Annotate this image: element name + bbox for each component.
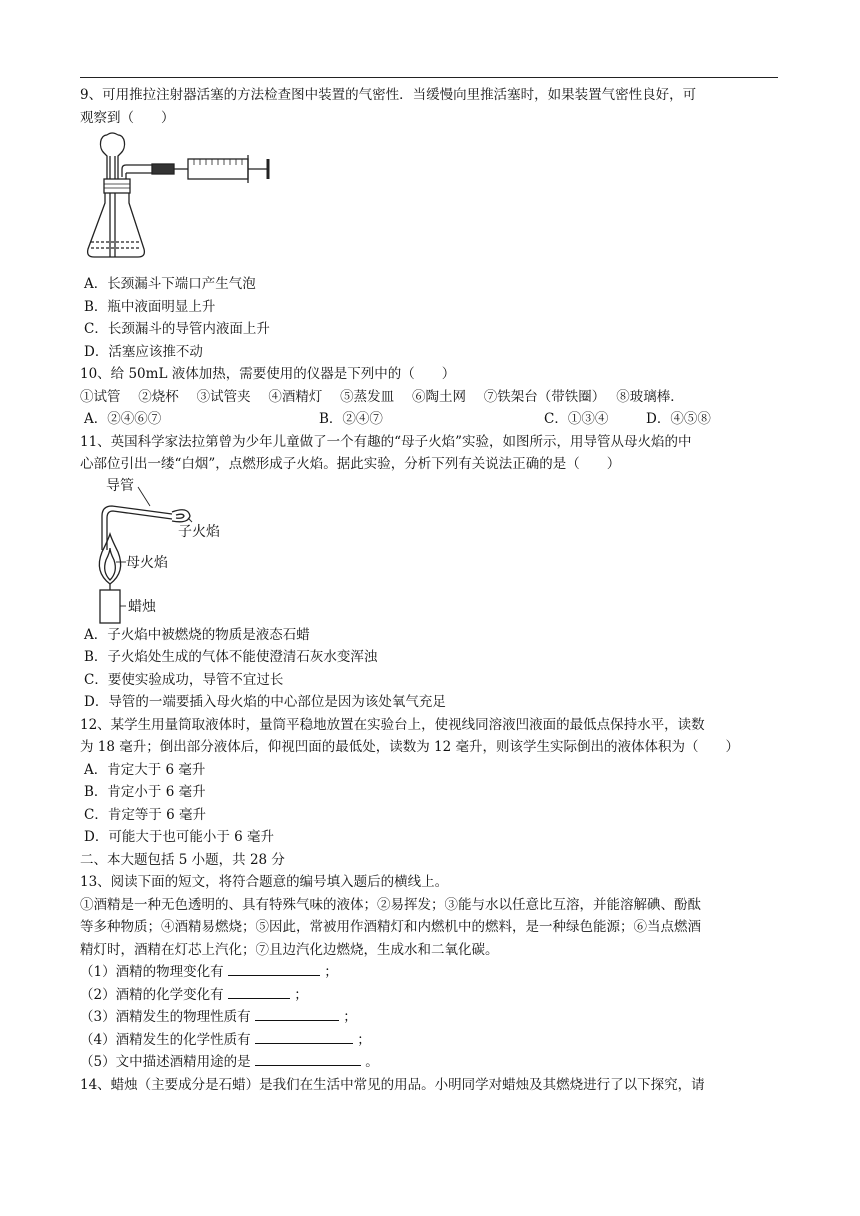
q13-sub-4-end: ； <box>357 1031 371 1048</box>
q11-option-c: C．要使实验成功，导管不宜过长 <box>84 671 284 688</box>
q11-option-d: D．导管的一端要插入母火焰的中心部位是因为该处氧气充足 <box>84 694 446 710</box>
q10-option-b: B．②④⑦ <box>319 411 383 427</box>
q13-sub-3-label: （3）酒精发生的物理性质有 <box>80 1009 251 1025</box>
q10-items: ①试管 ②烧杯 ③试管夹 ④酒精灯 ⑤蒸发皿 ⑥陶土网 ⑦铁架台（带铁圈） ⑧玻璃棒． <box>80 388 684 405</box>
q10-stem: 10、给 50mL 液体加热，需要使用的仪器是下列中的（ ） <box>80 366 456 382</box>
q13-sub-1 <box>80 961 780 984</box>
q13-sub-2-end: ； <box>294 986 308 1003</box>
q13-sub-4-answer-blank[interactable] <box>255 1029 353 1044</box>
q13-sub-1-end: ； <box>324 964 338 980</box>
q9-stem-line2: 观察到（ ） <box>80 109 175 126</box>
label-mother-flame: 母火焰 <box>126 554 168 571</box>
q13-sub-3 <box>80 1006 780 1029</box>
q13-sub-3-answer-blank[interactable] <box>255 1006 339 1021</box>
question-13 <box>80 871 780 1074</box>
q12-option-d: D．可能大于也可能小于 6 毫升 <box>84 829 274 845</box>
section-2-heading: 二、本大题包括 5 小题，共 28 分 <box>80 851 285 868</box>
q9-option-d: D．活塞应该推不动 <box>84 343 203 360</box>
question-12 <box>80 714 780 849</box>
q13-passage-line1: ①酒精是一种无色透明的、具有特殊气味的液体；②易挥发；③能与水以任意比互溶，并能溶解碘、酚酞 <box>80 896 701 913</box>
q12-stem-line1: 12、某学生用量筒取液体时，量筒平稳地放置在实验台上，使视线同溶液凹液面的最低点保持水平，读数 <box>80 716 705 733</box>
q13-sub-2-label: （2）酒精的化学变化有 <box>80 986 224 1003</box>
q13-stem: 13、阅读下面的短文，将符合题意的编号填入题后的横线上。 <box>80 874 449 890</box>
question-14 <box>80 1074 780 1097</box>
q11-option-a: A．子火焰中被燃烧的物质是液态石蜡 <box>84 626 310 643</box>
q12-option-b: B．肯定小于 6 毫升 <box>84 784 206 800</box>
q9-stem-line1: 9、可用推拉注射器活塞的方法检查图中装置的气密性．当缓慢向里推活塞时，如果装置气密性良好，可 <box>80 87 697 103</box>
q13-sub-5-answer-blank[interactable] <box>255 1051 361 1066</box>
q13-sub-3-end: ； <box>343 1009 357 1025</box>
q13-sub-5 <box>80 1051 780 1074</box>
q13-sub-5-end: 。 <box>365 1054 379 1070</box>
q13-sub-2-answer-blank[interactable] <box>228 984 290 999</box>
q12-option-c: C．肯定等于 6 毫升 <box>84 806 207 823</box>
label-candle: 蜡烛 <box>128 598 156 615</box>
q11-mother-child-flame-figure <box>80 476 780 624</box>
q11-stem-line1: 11、英国科学家法拉第曾为少年儿童做了一个有趣的“母子火焰”实验，如图所示，用导管从母火焰的中 <box>80 433 692 450</box>
q13-sub-4-label: （4）酒精发生的化学性质有 <box>80 1031 251 1048</box>
q13-sub-1-label: （1）酒精的物理变化有 <box>80 964 224 980</box>
header-rule <box>80 77 778 78</box>
question-11 <box>80 431 780 714</box>
q10-options <box>80 408 780 431</box>
q10-option-c: C．①③④ <box>544 411 609 427</box>
label-child-flame: 子火焰 <box>178 523 220 540</box>
q13-sub-2 <box>80 984 780 1007</box>
exam-page <box>80 84 780 1096</box>
q11-option-b: B．子火焰处生成的气体不能使澄清石灰水变浑浊 <box>84 649 378 665</box>
q11-stem-line2: 心部位引出一缕“白烟”，点燃形成子火焰。据此实验，分析下列有关说法正确的是（ ） <box>80 456 621 472</box>
q13-passage-line2: 等多种物质；④酒精易燃烧；⑤因此，常被用作酒精灯和内燃机中的燃料，是一种绿色能源；⑥当点燃酒 <box>80 919 701 935</box>
q9-option-a: A．长颈漏斗下端口产生气泡 <box>84 276 256 292</box>
q12-stem-line2: 为 18 毫升；倒出部分液体后，仰视凹面的最低处，读数为 12 毫升，则该学生实际倒出的液体体积为（ ） <box>80 739 740 755</box>
q14-stem-line1: 14、蜡烛（主要成分是石蜡）是我们在生活中常见的用品。小明同学对蜡烛及其燃烧进行了以下探究，请 <box>80 1076 705 1093</box>
question-9 <box>80 84 780 363</box>
q11-flame-drawing <box>80 476 320 624</box>
q13-sub-5-label: （5）文中描述酒精用途的是 <box>80 1054 251 1070</box>
q13-passage-line3: 精灯时，酒精在灯芯上汽化；⑦且边汽化边燃烧，生成水和二氧化碳。 <box>80 941 499 958</box>
question-10 <box>80 363 780 431</box>
q9-option-c: C．长颈漏斗的导管内液面上升 <box>84 321 270 337</box>
label-tube: 导管 <box>106 477 134 494</box>
q12-option-a: A．肯定大于 6 毫升 <box>84 761 206 778</box>
q10-option-d: D．④⑤⑧ <box>646 411 711 427</box>
q9-airtightness-apparatus-figure <box>80 129 780 273</box>
q13-sub-1-answer-blank[interactable] <box>228 961 320 976</box>
q9-option-b: B．瓶中液面明显上升 <box>84 298 216 315</box>
q9-apparatus-drawing <box>80 129 300 273</box>
q10-option-a: A．②④⑥⑦ <box>84 411 162 427</box>
q13-sub-4 <box>80 1029 780 1052</box>
